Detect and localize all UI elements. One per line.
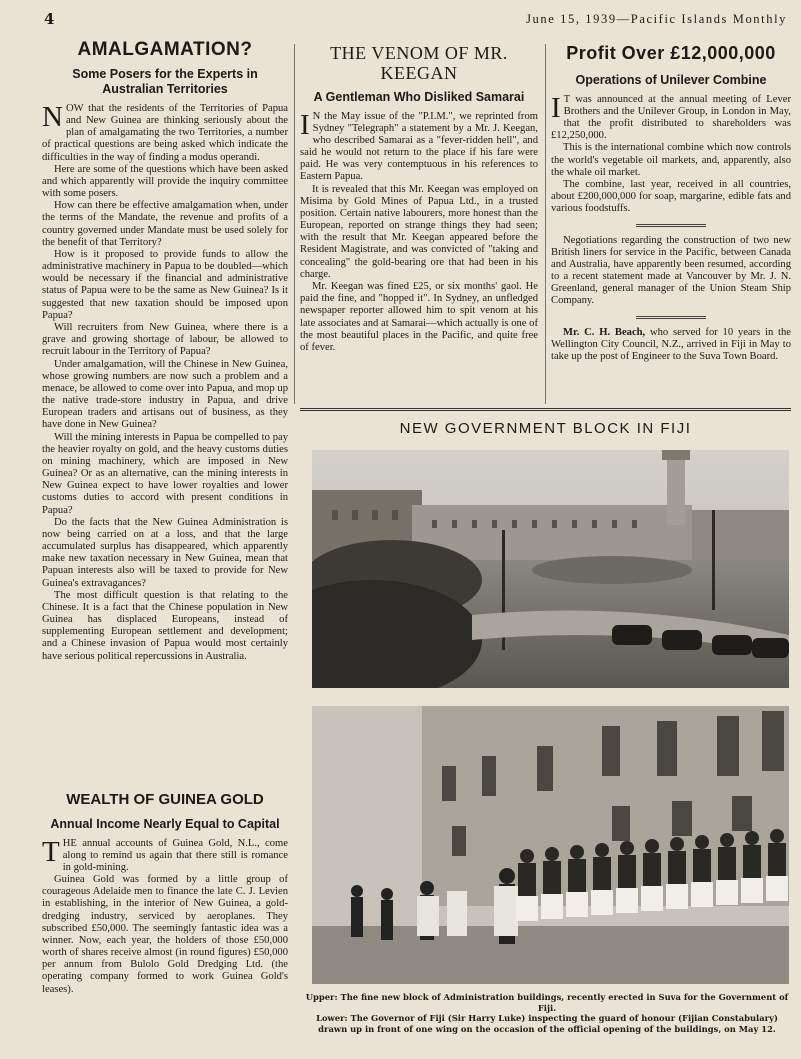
drop-cap: I	[300, 108, 310, 141]
article-subtitle: Some Posers for the Experts in Australian Territories	[72, 66, 258, 96]
article-body	[42, 835, 288, 996]
article-guinea-gold	[42, 792, 288, 996]
article-body	[300, 108, 538, 354]
article-subtitle: Operations of Unilever Combine	[575, 72, 767, 87]
running-head: June 15, 1939—Pacific Islands Monthly	[526, 12, 787, 26]
article-body	[42, 100, 288, 663]
article-amalgamation	[42, 40, 288, 663]
person-name: Mr. C. H. Beach,	[563, 326, 646, 338]
paragraph: Do the facts that the New Guinea Administration is now being carried on at a loss, and that the large accumulated surplus has disappeared, which apparently make new taxation necessary in New Guinea, mean that Papuan interests also will be taxed to provide for New Guinea's extravagances?	[42, 516, 288, 589]
paragraph: How can there be effective amalgamation when, under the terms of the Mandate, the revenue and profits of a country governed under Mandate must be used solely for the benefit of that Territory?	[42, 200, 288, 248]
guard-photo-graphic	[312, 706, 789, 984]
drop-cap: I	[551, 91, 561, 124]
column-rule-2	[545, 44, 546, 404]
divider	[636, 316, 706, 319]
article-title: THE VENOM OF MR. KEEGAN	[330, 43, 508, 83]
article-title: Profit Over £12,000,000	[566, 43, 776, 63]
article-title: AMALGAMATION?	[77, 39, 253, 60]
caption-lower: Lower: The Governor of Fiji (Sir Harry Luke) inspecting the guard of honour (Fijian Constabulary) drawn up in front of one wing on the occasion of the official opening of the buildings, on May 12.	[316, 1013, 778, 1034]
article-title: WEALTH OF GUINEA GOLD	[66, 791, 264, 808]
photo-caption	[302, 992, 792, 1034]
drop-cap: T	[42, 835, 60, 868]
article-subtitle: Annual Income Nearly Equal to Capital	[50, 816, 280, 831]
article-unilever	[551, 44, 791, 363]
column-rule-1	[294, 44, 295, 404]
paragraph: It is revealed that this Mr. Keegan was employed on Misima by Gold Mines of Papua Ltd., in a trusted position. Certain native labourers, more honest than the European, reported on strange things they had seen; with the result that Mr. Keegan appeared before the Resident Magistrate, and was convicted of "taking and concealing" the gold-bearing ore that had been in his charge.	[300, 183, 538, 280]
paragraph: Will the mining interests in Papua be compelled to pay the heavier royalty on gold, and the heavy customs duties on mining machinery, which are imposed in New Guinea? Or as an alternative, can the mining interests in New Guinea expect to have lower royalties and lower customs duties to accord with present conditions in Papua?	[42, 431, 288, 516]
paragraph: I T was announced at the annual meeting of Lever Brothers and the Unilever Group, in London in May, that the profit distributed to shareholders was £12,250,000.	[551, 91, 791, 142]
paragraph: The combine, last year, received in all countries, about £200,000,000 for soap, margarine, edible fats and various foodstuffs.	[551, 179, 791, 215]
photo-feature-title: NEW GOVERNMENT BLOCK IN FIJI	[399, 420, 692, 437]
paragraph: Guinea Gold was formed by a little group of courageous Adelaide men to finance the late C. J. Levien in establishing, in the interior of New Guinea, a gold-dredging industry, serviced by aeroplanes. They subscribed £50,000. The seemingly fantastic idea was a winner. Now, each year, the holders of those £50,000 worth of shares receive almost (in round figures) £50,000 per annum from Bulolo Gold Dredging Ltd. (the operating company formed to work Guinea Gold's leases).	[42, 874, 288, 995]
article-subtitle: A Gentleman Who Disliked Samarai	[313, 89, 525, 104]
paragraph: Negotiations regarding the construction of two new British liners for service in the Pacific, between Canada and Australia, have apparently been resumed, according to a recent statement made at Vancouver by Mr. J. N. Greenland, general manager of the Union Steam Ship Company.	[551, 234, 791, 307]
caption-upper: Upper: The fine new block of Administration buildings, recently erected in Suva for the Government of Fiji.	[305, 992, 789, 1013]
paragraph: How is it proposed to provide funds to allow the administrative machinery in Papua to be doubled—which would be necessary if the financial and administrative status of Papua were to be the same as New Guinea? Is it suggested that new taxation should be imposed upon Papua?	[42, 248, 288, 321]
paragraph: THE annual accounts of Guinea Gold, N.L., come along to remind us again that there still is romance in gold-mining.	[42, 835, 288, 873]
paragraph: Under amalgamation, will the Chinese in New Guinea, whose growing numbers are now such a problem and a menace, be allowed to come over into Papua, and mop up the native trade-store industry in Papua, and drive European traders and artisans out of business, as they have done in New Guinea?	[42, 358, 288, 431]
paragraph: Will recruiters from New Guinea, where there is a grave and growing shortage of labour, be allowed to recruit labour in the Territory of Papua?	[42, 321, 288, 358]
drop-cap: N	[42, 100, 63, 133]
paragraph: The most difficult question is that relating to the Chinese. It is a fact that the Chinese population in New Guinea has displaced Europeans, instead of supplementing European settlement and development; and a Chinese invasion of Papua would most certainly have serious political repercussions in Australia.	[42, 589, 288, 662]
paragraph: Mr. C. H. Beach, who served for 10 years in the Wellington City Council, N.Z., arrived in Fiji in May to take up the post of Engineer to the Suva Town Board.	[551, 326, 791, 362]
divider	[636, 224, 706, 227]
page-number: 4	[44, 10, 55, 28]
section-rule	[300, 408, 791, 411]
paragraph: Here are some of the questions which have been asked and which apparently will provide the inquiry committee with some posers.	[42, 163, 288, 200]
building-photo-graphic	[312, 450, 789, 688]
article-keegan	[300, 44, 538, 354]
photo-government-building	[312, 450, 789, 688]
paragraph: NOW that the residents of the Territories of Papua and New Guinea are thinking seriously about the plan of amalgamating the two Territories, a number of practical questions are being asked which indicate the difficulties in the way of finding a modus operandi.	[42, 100, 288, 163]
article-body	[551, 91, 791, 363]
paragraph: Mr. Keegan was fined £25, or six months' gaol. He paid the fine, and "hopped it". In Sydney, an unfledged newspaper reporter allowed him to spit venom at his late associates and at Samarai—which actually is one of the most beautiful places in the Pacific, and quite free of fever.	[300, 281, 538, 353]
paragraph: I N the May issue of the "P.I.M.", we reprinted from Sydney "Telegraph" a statement by a Mr. J. Keegan, who described Samarai as a "fever-ridden hell", and said he would not return to the place if his fare were paid. He was very contemptuous in his references to Eastern Papua.	[300, 108, 538, 183]
paragraph: This is the international combine which now controls the world's vegetable oil markets, and, apparently, also the whale oil market.	[551, 142, 791, 178]
photo-guard-of-honour	[312, 706, 789, 984]
